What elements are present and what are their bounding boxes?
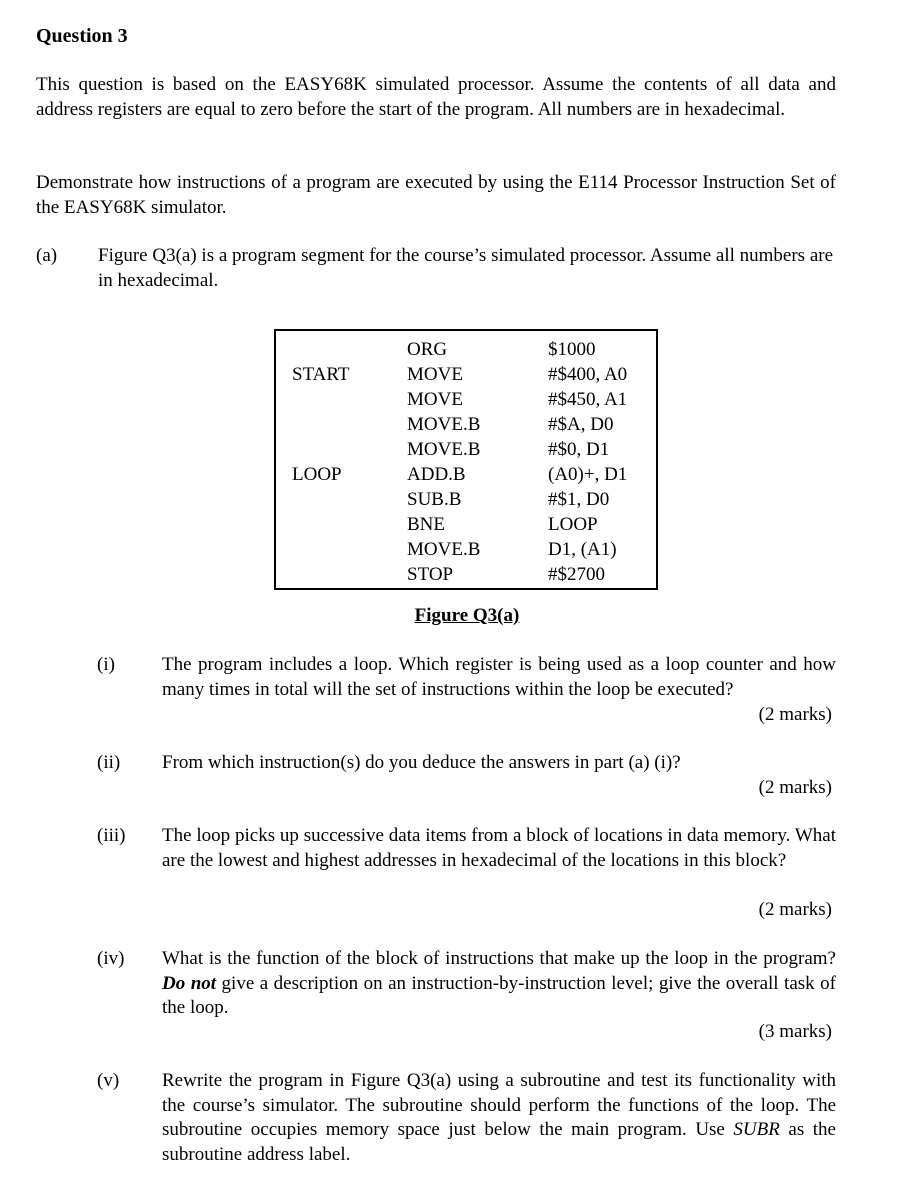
question-v-text-after: as the subroutine address label. [162,1119,836,1165]
question-iv-emphasis: Do not [162,972,217,994]
question-ii-text: From which instruction(s) do you deduce the answers in part (a) (i)? [162,752,681,773]
part-a-text: Figure Q3(a) is a program segment for the course’s simulated processor. Assume all numbers are in hexadecimal. [98,245,834,291]
intro-paragraph: This question is based on the EASY68K simulated processor. Assume the contents of all data and address registers are equal to zero before the start of the program. All numbers are in hexadecimal. [36,74,836,120]
program-label: START [292,364,350,385]
program-line [276,438,656,463]
question-i-number: (i) [97,654,115,675]
question-iv-marks: (3 marks) [758,1021,832,1042]
question-v-emphasis: SUBR [733,1119,780,1140]
program-operand: $1000 [548,339,596,360]
program-opcode: MOVE [407,364,463,385]
figure-caption-text: Figure Q3(a) [414,605,520,626]
program-operand: (A0)+, D1 [548,464,628,485]
program-opcode: MOVE [407,389,463,410]
program-line [276,513,656,538]
program-line [276,363,656,388]
program-line [276,413,656,438]
program-opcode: ORG [407,339,448,360]
program-line [276,463,656,488]
program-opcode: MOVE.B [407,414,481,435]
demonstrate-paragraph: Demonstrate how instructions of a program are executed by using the E114 Processor Instruction Set of the EASY68K simulator. [36,172,836,218]
program-listing [274,329,658,590]
question-iv-text-after: give a description on an instruction-by-instruction level; give the overall task of the loop. [162,972,836,1018]
question-iii-number: (iii) [97,825,126,846]
program-operand: #$A, D0 [548,414,614,435]
question-i-text: The program includes a loop. Which register is being used as a loop counter and how many times in total will the set of instructions within the loop be executed? [162,654,836,700]
question-iv-number: (iv) [97,948,125,969]
question-title: Question 3 [36,25,128,47]
question-v-text-before: Rewrite the program in Figure Q3(a) using a subroutine and test its functionality with the course’s simulator. The subroutine should perform the functions of the loop. The subroutine occupies memory space just below the main program. Use [162,1070,836,1140]
program-line [276,488,656,513]
question-ii-number: (ii) [97,752,121,773]
program-operand: #$2700 [548,564,605,585]
program-opcode: MOVE.B [407,439,481,460]
program-line [276,388,656,413]
question-iv-text-before: What is the function of the block of instructions that make up the loop in the program? [162,948,836,969]
program-operand: #$0, D1 [548,439,610,460]
program-line [276,563,656,588]
program-label: LOOP [292,464,342,485]
program-opcode: BNE [407,514,445,535]
question-v-number: (v) [97,1070,120,1091]
program-opcode: ADD.B [407,464,466,485]
program-operand: #$1, D0 [548,489,610,510]
program-opcode: MOVE.B [407,539,481,560]
program-operand: #$450, A1 [548,389,628,410]
question-iii-marks: (2 marks) [758,899,832,920]
question-ii-marks: (2 marks) [758,777,832,798]
program-operand: D1, (A1) [548,539,617,560]
program-operand: #$400, A0 [548,364,628,385]
program-line [276,538,656,563]
program-opcode: SUB.B [407,489,462,510]
question-iv-text [162,947,836,1021]
program-opcode: STOP [407,564,454,585]
question-v-text [162,1069,836,1167]
figure-caption [0,604,908,629]
program-operand: LOOP [548,514,598,535]
program-line [276,338,656,363]
part-a-label: (a) [36,245,58,266]
question-i-marks: (2 marks) [758,704,832,725]
question-iii-text: The loop picks up successive data items from a block of locations in data memory. What are the lowest and highest addresses in hexadecimal of the locations in this block? [162,825,836,871]
